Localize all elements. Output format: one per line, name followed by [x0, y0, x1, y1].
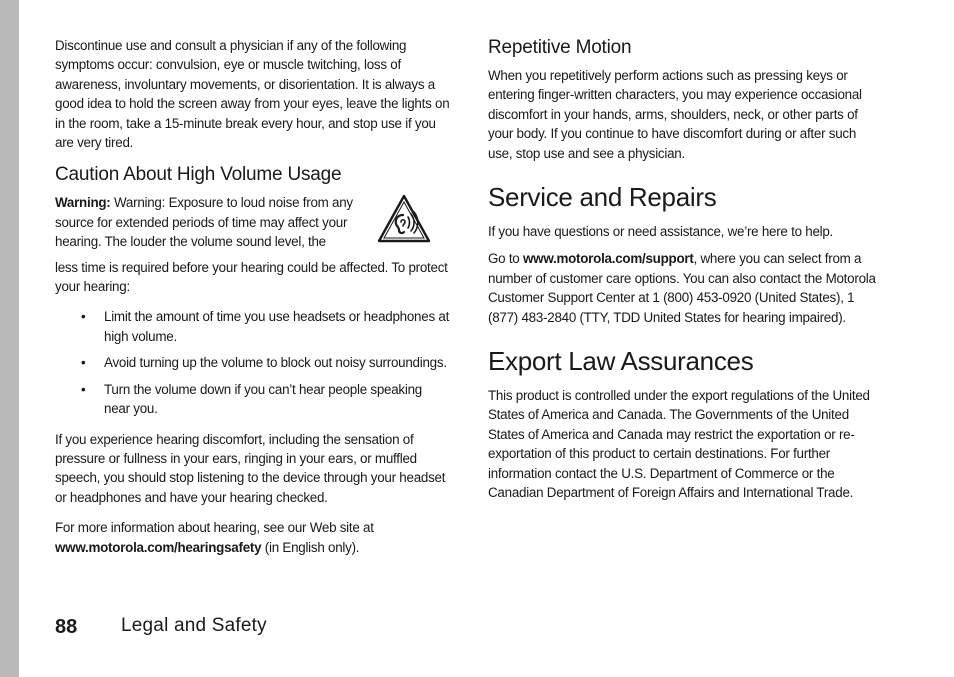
list-item — [55, 307, 450, 346]
discomfort-paragraph: If you experience hearing discomfort, including the sensation of pressure or fullness in your ears, ringing in your ears, or muffled speech, you should stop listening to the device through your headset or headphones and have your hearing checked. — [55, 431, 446, 505]
support-link[interactable]: www.motorola.com/support — [522, 251, 694, 267]
warning-label: Warning: — [55, 195, 111, 211]
hearing-warning-icon — [376, 193, 432, 245]
more-info-suffix: (in English only). — [261, 539, 360, 555]
repetitive-heading: Repetitive Motion — [488, 37, 632, 58]
warning-block — [55, 193, 450, 251]
repetitive-paragraph: When you repetitively perform actions such as pressing keys or entering finger-written characters, you may experience occasional discomfort in your hands, arms, shoulders, neck, or other parts of your body. If you continue to have discomfort during or after such use, stop use and see a physician. — [488, 68, 862, 161]
page-edge-bar — [0, 0, 19, 677]
bullet-text: Limit the amount of time you use headsets or headphones at high volume. — [104, 309, 450, 344]
bullet-glyph: • — [81, 355, 86, 371]
section-title: Legal and Safety — [121, 615, 267, 636]
hearing-tips-list — [55, 307, 450, 418]
goto-paragraph — [488, 249, 883, 327]
export-paragraph: This product is controlled under the export regulations of the United States of America and Canada. The Governments of the United States of America and Canada may restrict the exportation or re-exportation of this product to certain destinations. For further information contact the U.S. Department of Commerce or the Canadian Department of Foreign Affairs and International Trade. — [488, 388, 870, 501]
warning-continued: less time is required before your hearing could be affected. To protect your hearing: — [55, 259, 448, 295]
service-paragraph: If you have questions or need assistance, we’re here to help. — [488, 224, 834, 240]
page-number: 88 — [55, 616, 78, 638]
volume-heading: Caution About High Volume Usage — [55, 164, 342, 186]
left-column — [55, 36, 450, 568]
service-heading: Service and Repairs — [488, 182, 717, 213]
export-heading: Export Law Assurances — [488, 346, 754, 377]
intro-paragraph: Discontinue use and consult a physician if any of the following symptoms occur: convulsion, eye or muscle twitching, loss of awareness, involuntary movements, or disorientation. It is always a good idea to hold the screen away from your eyes, leave the lights on in the room, take a 15-minute break every hour, and stop use if you are very tired. — [55, 38, 450, 151]
warning-text: Warning: Exposure to loud noise from any source for extended periods of time may affect your hearing. The louder the volume sound level, the — [55, 195, 353, 250]
bullet-text: Turn the volume down if you can’t hear people speaking near you. — [104, 381, 422, 417]
right-column — [488, 36, 883, 514]
hearing-safety-link[interactable]: www.motorola.com/hearingsafety — [55, 539, 262, 555]
bullet-glyph: • — [81, 381, 86, 397]
goto-suffix: , where you can select from a number of customer care options. You can also contact the Motorola Customer Support Center at 1 (800) 453-0920 (United States), 1 (877) 483-2840 (TTY, TDD United States for hearing impaired). — [488, 251, 876, 325]
list-item — [55, 353, 450, 372]
bullet-text: Avoid turning up the volume to block out noisy surroundings. — [104, 355, 447, 371]
list-item — [55, 380, 450, 419]
bullet-glyph: • — [81, 309, 86, 325]
more-info-paragraph — [55, 518, 450, 557]
more-info-prefix: For more information about hearing, see our Web site at — [55, 520, 374, 536]
warning-text-block — [55, 193, 355, 251]
goto-prefix: Go to — [488, 251, 523, 267]
